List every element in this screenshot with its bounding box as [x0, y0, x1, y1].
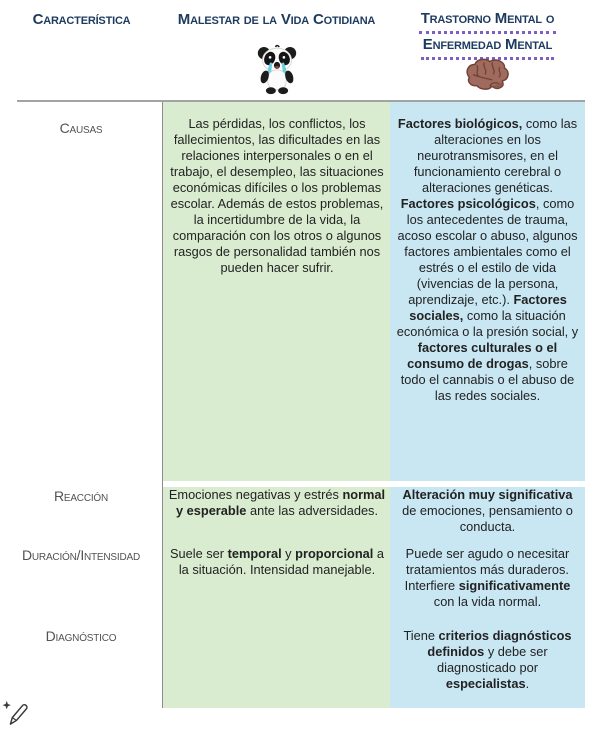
cell-causas-everyday: Las pérdidas, los conflictos, los fallecimientos, las dificultades en las relaciones interpersonales o en el trabajo, el desempleo, las situaciones económicas difíciles o los problemas escolar. Además de estos problemas, la incertidumbre de la vida, la comparación con los otros o algunos rasgos de personalidad también nos pueden hacer sufrir.: [170, 116, 384, 275]
column-header-trastorno-line2: Enfermedad Mental: [421, 34, 554, 60]
row-label-duracion-intensidad: Duración/Intensidad: [22, 547, 140, 563]
row-label-causas: Causas: [59, 120, 103, 136]
column-header-malestar: Malestar de la Vida Cotidiana: [177, 11, 376, 28]
cell-causas-disorder: Factores biológicos, como las alteraciones en los neurotransmisores, en el funcionamiento cerebral o alteraciones genéticas. Factores psicológicos, como los antecedentes de trauma, acoso escolar o abuso, algunos factores ambientales como el estrés o el estilo de vida (vivencias de la persona, aprendizaje, etc.). Factores sociales, como la situación económica o la presión social, y factores culturales o el consumo de drogas, sobre todo el cannabis o el abuso de las redes sociales.: [396, 116, 579, 403]
brain-icon: [462, 56, 510, 93]
column-header-trastorno-line1: Trastorno Mental o: [419, 8, 557, 34]
column-header-trastorno: [390, 8, 585, 60]
pen-sparkle-icon[interactable]: [2, 700, 30, 726]
cell-reaccion-disorder: Alteración muy significativa de emociones, pensamiento o conducta.: [402, 487, 573, 534]
cell-duracion-disorder: Puede ser agudo o necesitar tratamientos más duraderos. Interfiere significativamente con la vida normal.: [404, 546, 571, 609]
row-label-diagnostico: Diagnóstico: [45, 628, 117, 644]
cell-diagnostico-disorder: Tiene criterios diagnósticos definidos y debe ser diagnosticado por especialistas.: [403, 628, 572, 691]
row-label-reaccion: Reacción: [53, 488, 109, 504]
cell-duracion-everyday: Suele ser temporal y proporcional a la situación. Intensidad manejable.: [169, 546, 385, 577]
crying-panda-icon: [254, 44, 300, 96]
label-column-divider: [162, 102, 163, 708]
cell-reaccion-everyday: Emociones negativas y estrés normal y esperable ante las adversidades.: [168, 487, 386, 518]
column-header-caracteristica: Característica: [32, 11, 131, 28]
